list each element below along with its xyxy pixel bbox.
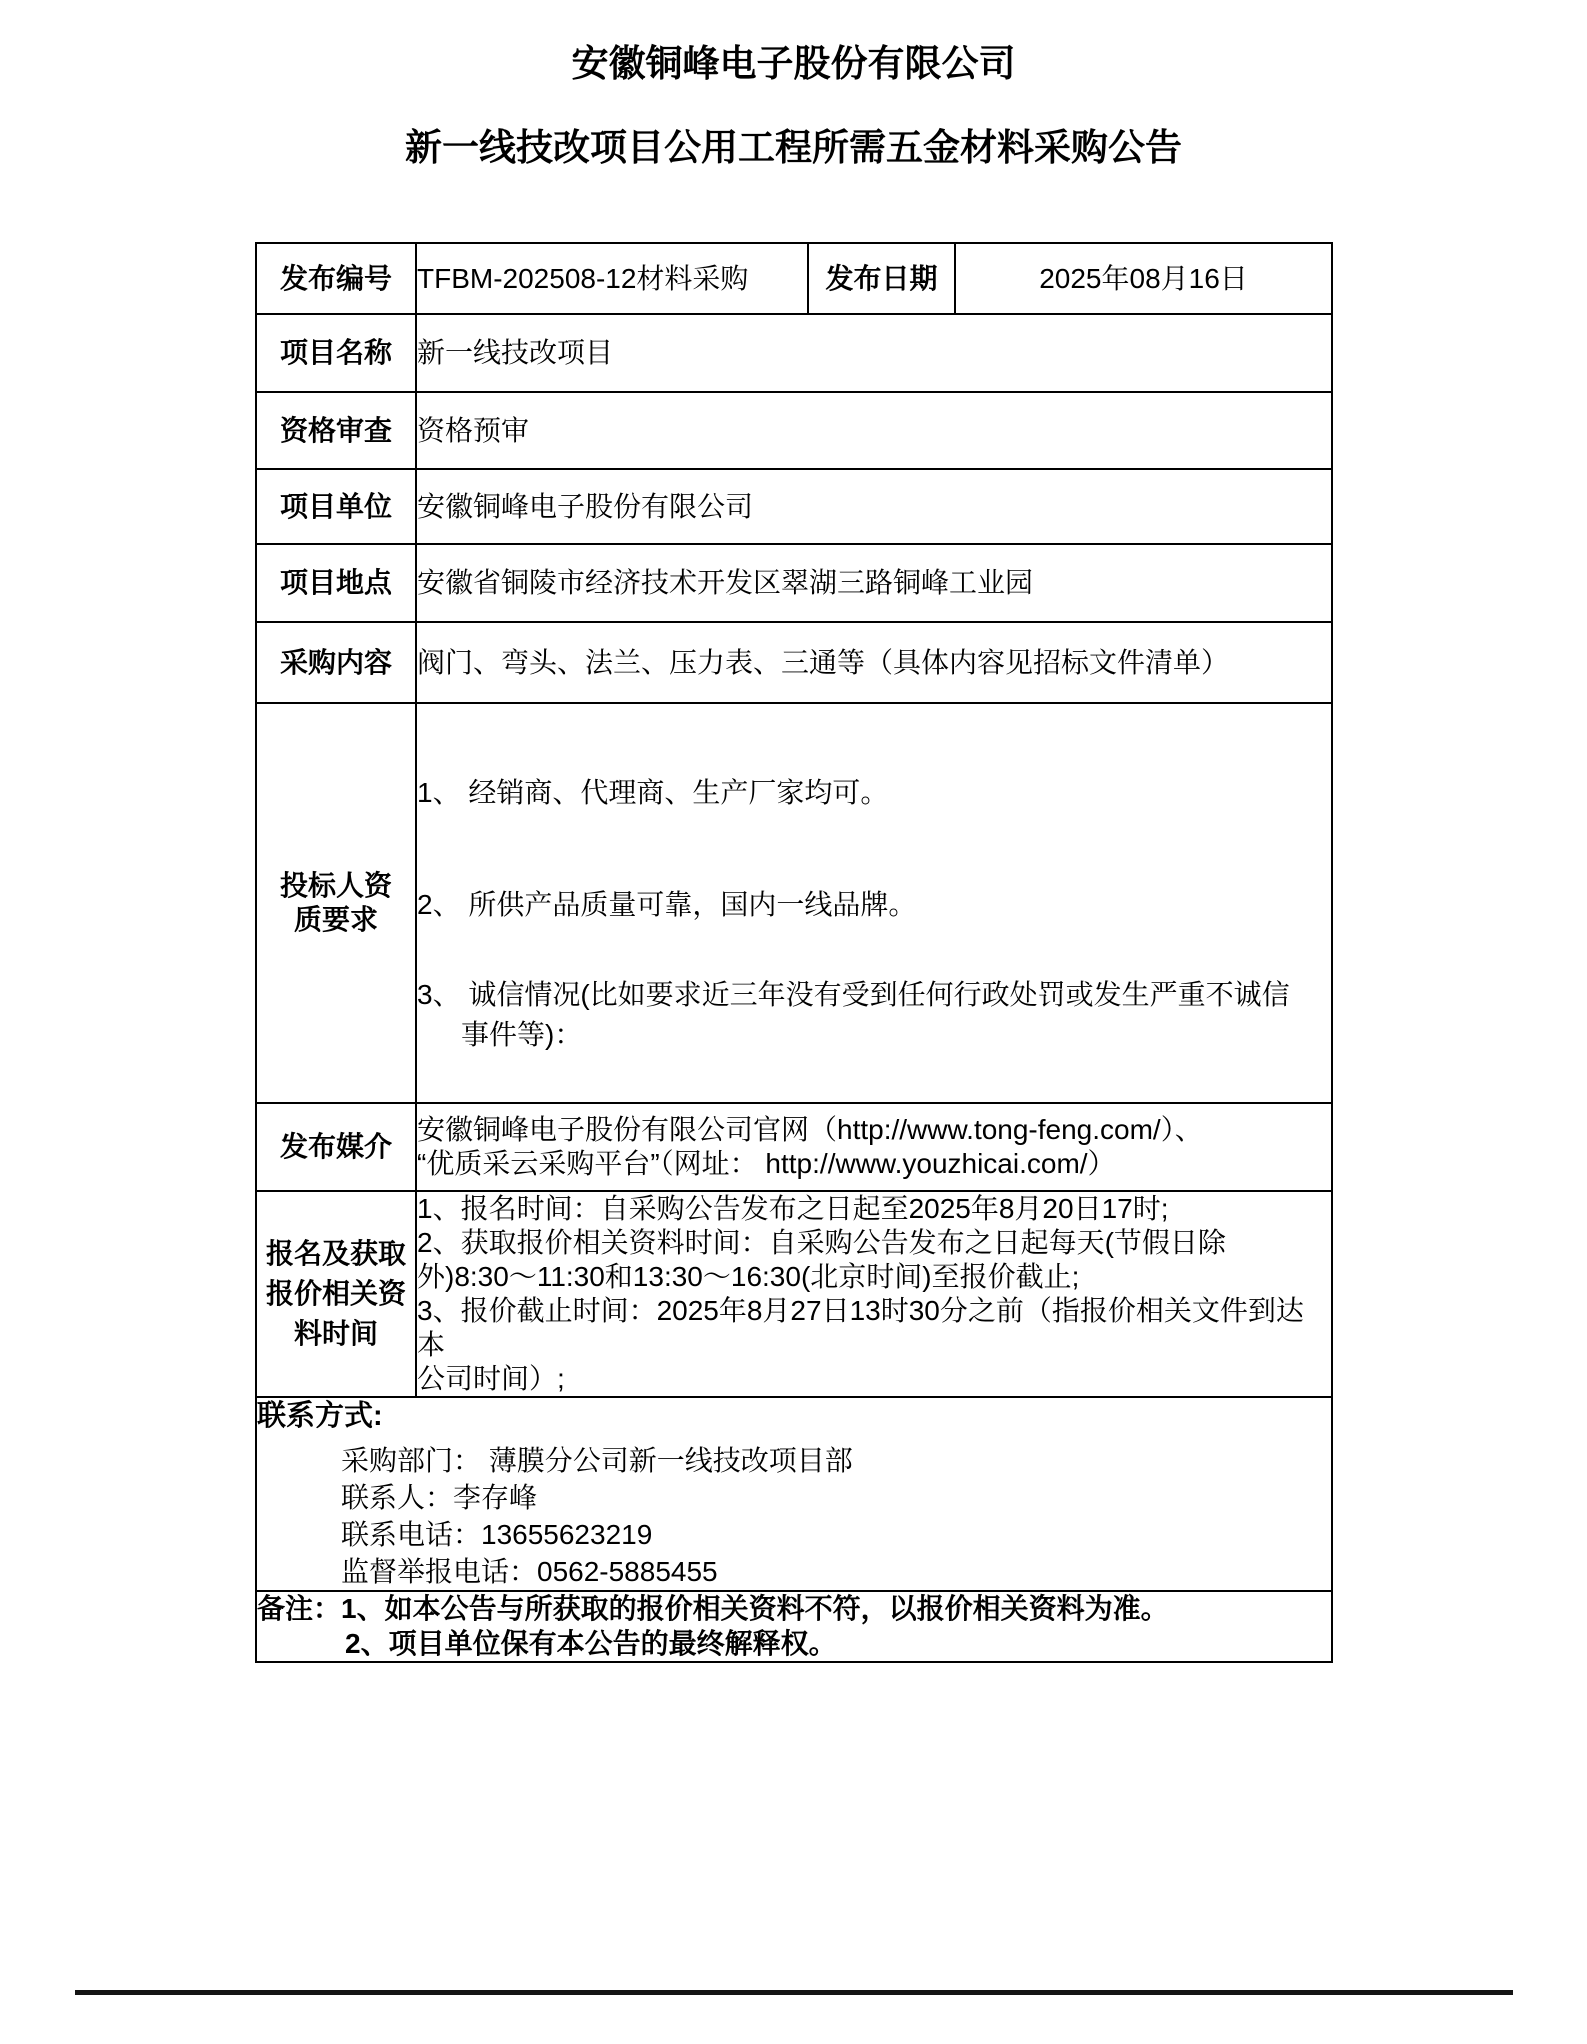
remarks-line-1: 备注：1、如本公告与所获取的报价相关资料不符，以报价相关资料为准。 [257, 1593, 1169, 1624]
bidder-item-3: 3、 诚信情况(比如要求近三年没有受到任何行政处罚或发生严重不诚信 [417, 979, 1290, 1010]
bidder-qualification-content [416, 703, 1332, 1103]
row-qualification-review [256, 392, 1332, 469]
row-procurement-content [256, 622, 1332, 703]
contact-supervision-phone: 监督举报电话：0562-5885455 [341, 1556, 718, 1587]
row-publish-media [256, 1103, 1332, 1191]
page-bottom-divider [75, 1990, 1513, 1995]
bidder-item-2: 2、 所供产品质量可靠，国内一线品牌。 [417, 889, 917, 920]
qualification-review-label: 资格审查 [256, 392, 416, 469]
remarks-section [256, 1591, 1332, 1662]
qualification-review-value: 资格预审 [416, 392, 1332, 469]
publish-date-value: 2025年08月16日 [955, 243, 1332, 314]
publish-media-line-2: “优质采云采购平台”（网址： http://www.youzhicai.com/） [417, 1148, 1116, 1179]
project-name-label: 项目名称 [256, 314, 416, 392]
registration-line-3: 外)8:30～11:30和13:30～16:30(北京时间)至报价截止; [417, 1261, 1080, 1292]
row-bidder-qualification [256, 703, 1332, 1103]
registration-time-content [416, 1191, 1332, 1397]
project-location-label: 项目地点 [256, 544, 416, 622]
row-project-name [256, 314, 1332, 392]
row-project-unit [256, 469, 1332, 544]
bidder-qualification-label: 投标人资质要求 [256, 703, 416, 1103]
project-name-value: 新一线技改项目 [416, 314, 1332, 392]
bidder-item-1: 1、 经销商、代理商、生产厂家均可。 [417, 777, 889, 808]
row-publish [256, 243, 1332, 314]
contact-section [256, 1397, 1332, 1591]
row-contact [256, 1397, 1332, 1591]
procurement-content-label: 采购内容 [256, 622, 416, 703]
publish-no-label: 发布编号 [256, 243, 416, 314]
page-subtitle: 新一线技改项目公用工程所需五金材料采购公告 [405, 127, 1182, 168]
row-registration-time [256, 1191, 1332, 1397]
registration-line-1: 1、报名时间：自采购公告发布之日起至2025年8月20日17时; [417, 1193, 1169, 1224]
project-location-value: 安徽省铜陵市经济技术开发区翠湖三路铜峰工业园 [416, 544, 1332, 622]
registration-line-2: 2、获取报价相关资料时间：自采购公告发布之日起每天(节假日除 [417, 1227, 1226, 1258]
remarks-line-2: 2、项目单位保有本公告的最终解释权。 [345, 1628, 837, 1659]
contact-phone: 联系电话：13655623219 [341, 1519, 653, 1550]
row-project-location [256, 544, 1332, 622]
registration-time-label: 报名及获取报价相关资料时间 [256, 1191, 416, 1397]
registration-line-4: 3、报价截止时间：2025年8月27日13时30分之前（指报价相关文件到达本 [417, 1295, 1304, 1360]
publish-media-label: 发布媒介 [256, 1103, 416, 1191]
publish-no-value: TFBM-202508-12材料采购 [416, 243, 808, 314]
contact-department: 采购部门： 薄膜分公司新一线技改项目部 [341, 1445, 853, 1476]
publish-media-line-1: 安徽铜峰电子股份有限公司官网（http://www.tong-feng.com/）、 [417, 1114, 1203, 1145]
project-unit-value: 安徽铜峰电子股份有限公司 [416, 469, 1332, 544]
project-unit-label: 项目单位 [256, 469, 416, 544]
registration-line-5: 公司时间）; [417, 1363, 565, 1394]
bidder-item-3-continued: 事件等)： [461, 1019, 583, 1050]
publish-media-content [416, 1103, 1332, 1191]
announcement-table [255, 242, 1333, 1663]
page-title: 安徽铜峰电子股份有限公司 [571, 43, 1016, 84]
contact-heading: 联系方式: [257, 1400, 383, 1432]
row-remarks [256, 1591, 1332, 1662]
publish-date-label: 发布日期 [808, 243, 955, 314]
procurement-content-value: 阀门、弯头、法兰、压力表、三通等（具体内容见招标文件清单） [416, 622, 1332, 703]
contact-person: 联系人：李存峰 [341, 1482, 538, 1513]
